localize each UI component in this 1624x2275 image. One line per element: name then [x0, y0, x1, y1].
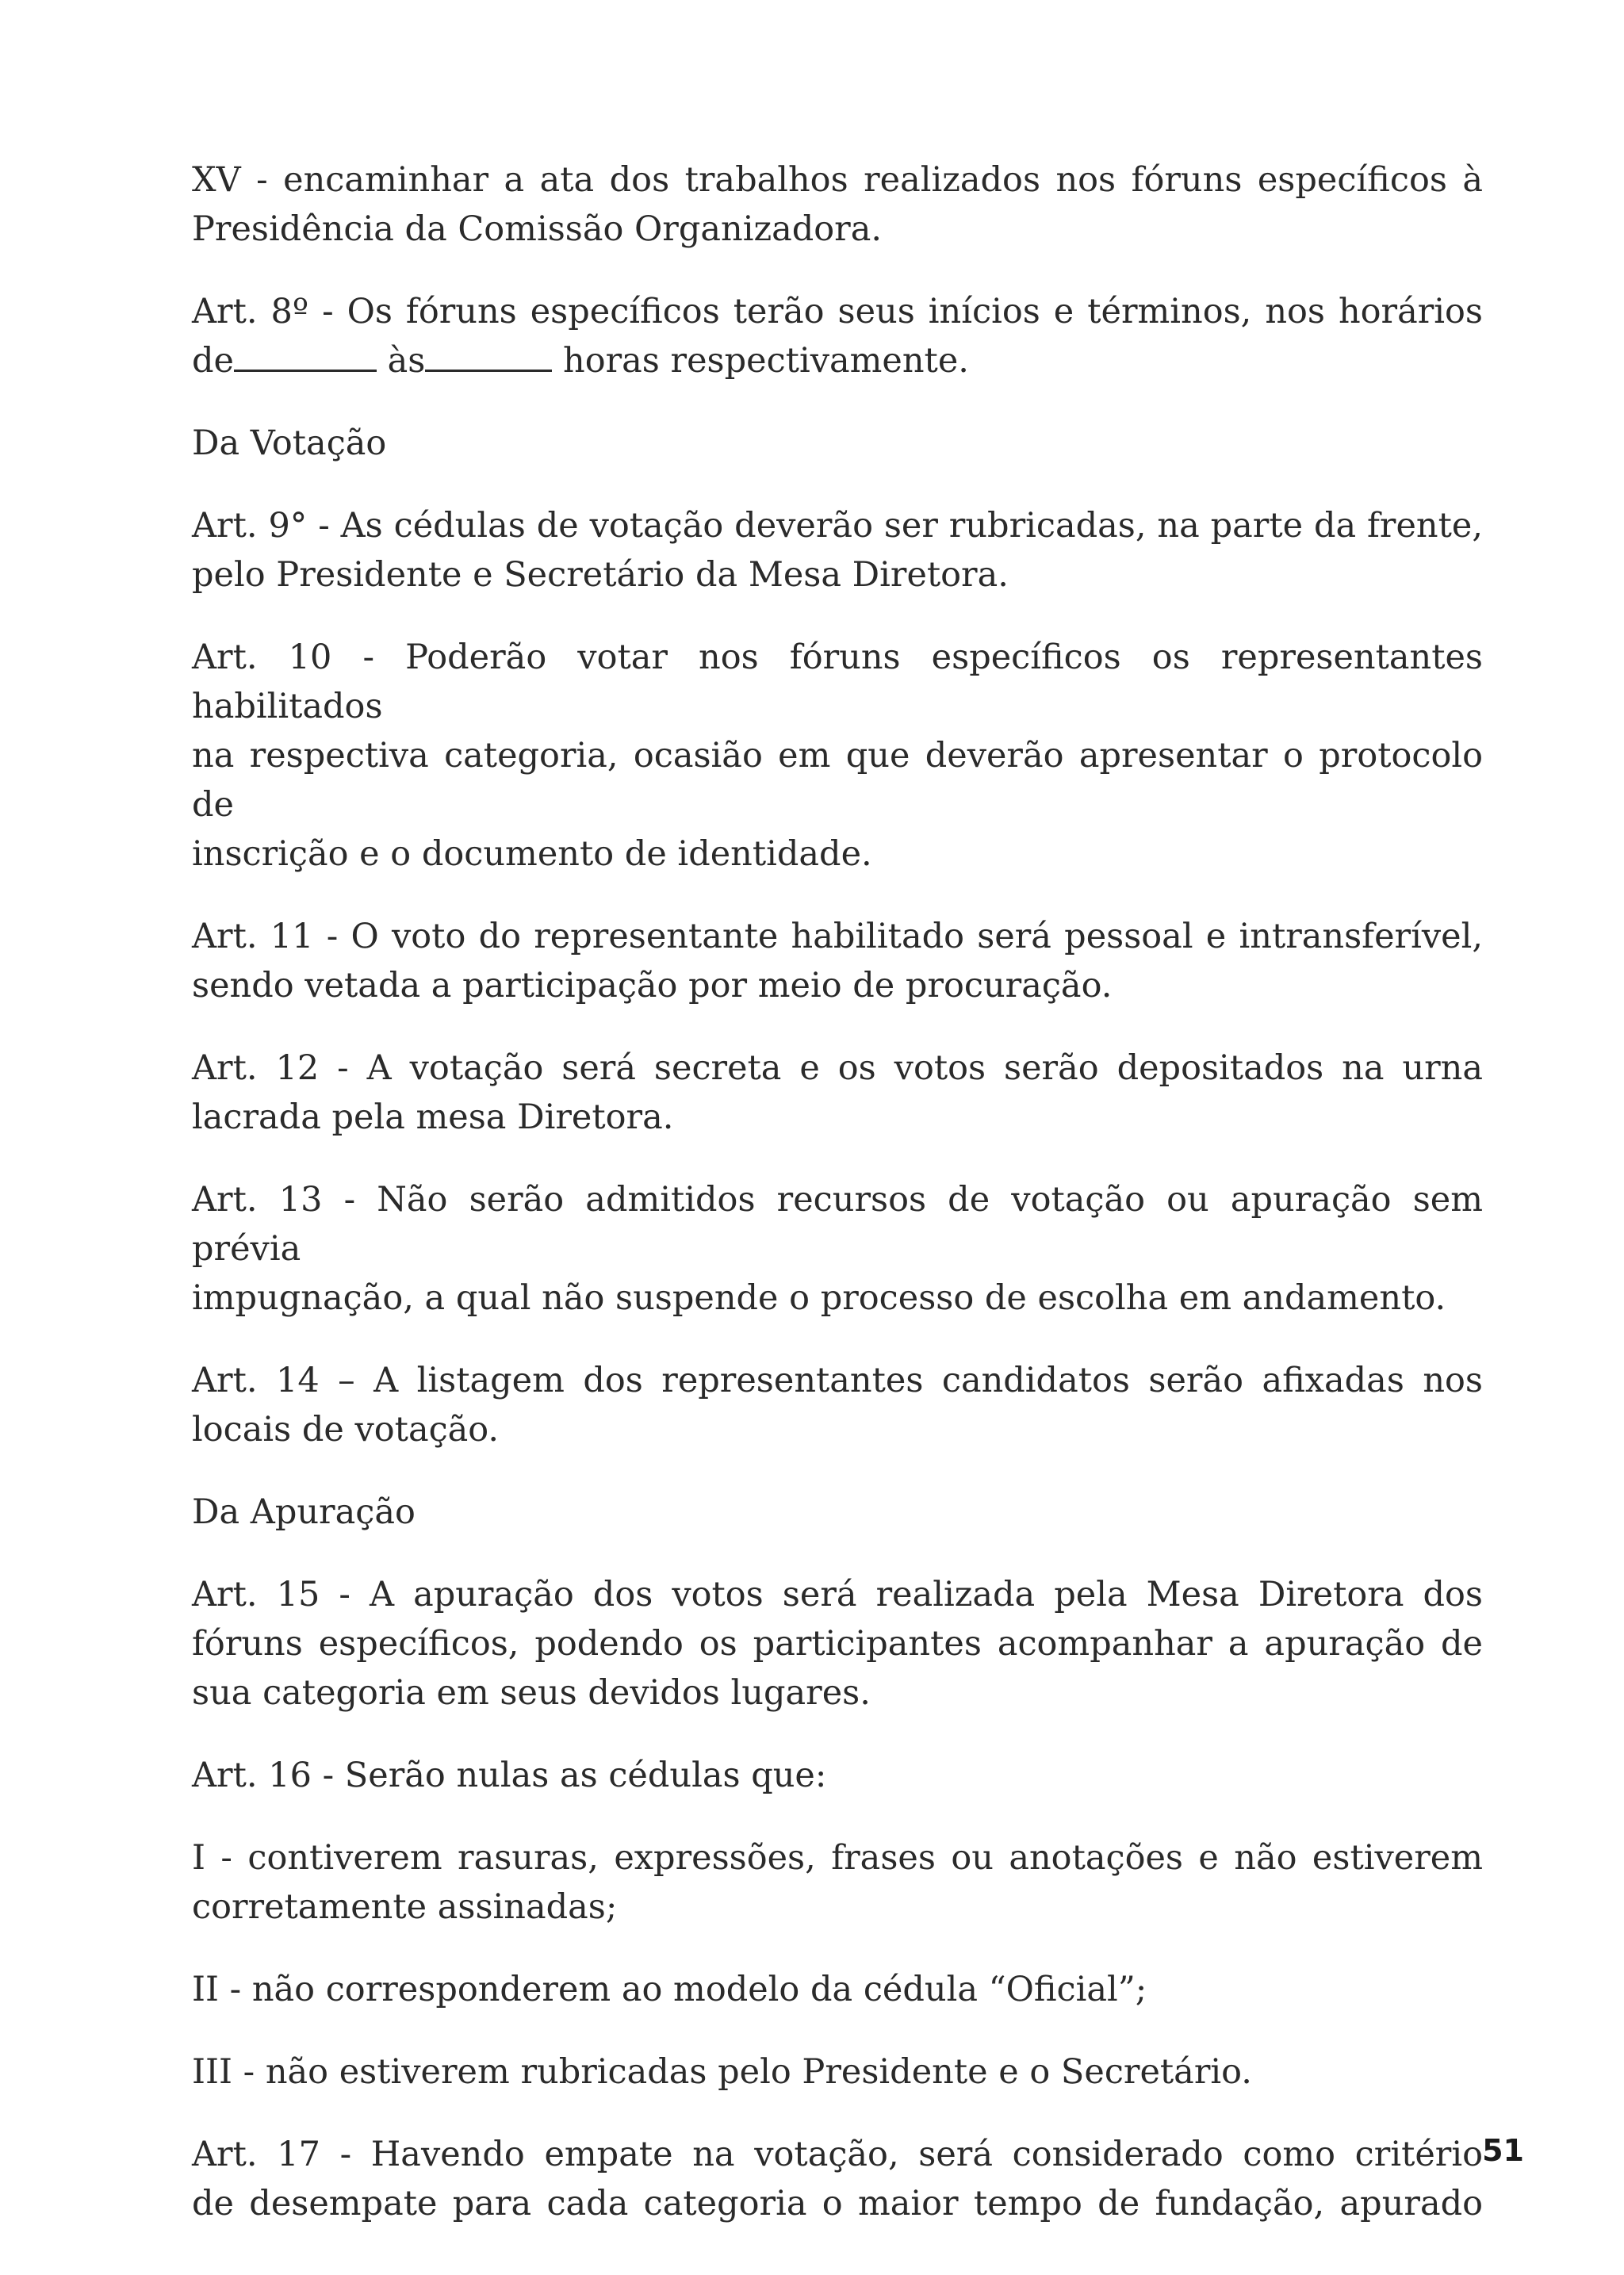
- section-heading: Da Apuração: [192, 1492, 416, 1532]
- paragraph-art-16: [192, 1751, 1483, 1800]
- paragraph-art-11: [192, 912, 1483, 1010]
- paragraph-art-12: [192, 1044, 1483, 1142]
- text-line: sua categoria em seus devidos lugares.: [192, 1673, 871, 1713]
- text-line: de desempate para cada categoria o maior tempo de fundação, apurado: [192, 2184, 1483, 2223]
- page-number: 51: [1482, 2133, 1524, 2168]
- text-line: sendo vetada a participação por meio de procuração.: [192, 966, 1113, 1005]
- paragraph-art-10: [192, 633, 1483, 879]
- text-line: Art. 16 - Serão nulas as cédulas que:: [192, 1756, 827, 1795]
- text-line: Art. 8º - Os fóruns específicos terão seus inícios e términos, nos horários: [192, 292, 1483, 331]
- text-line: locais de votação.: [192, 1410, 500, 1450]
- paragraph-item-iii: [192, 2047, 1483, 2097]
- text-line: XV - encaminhar a ata dos trabalhos realizados nos fóruns específicos à: [192, 160, 1483, 200]
- page-body: [192, 155, 1483, 2228]
- section-heading-apuracao: [192, 1488, 1483, 1537]
- text-line: lacrada pela mesa Diretora.: [192, 1097, 674, 1137]
- text-line: na respectiva categoria, ocasião em que deverão apresentar o protocolo de: [192, 736, 1483, 825]
- paragraph-art-13: [192, 1175, 1483, 1323]
- paragraph-item-ii: [192, 1965, 1483, 2014]
- paragraph-art-9: [192, 501, 1483, 599]
- text-line: II - não corresponderem ao modelo da cédula “Oficial”;: [192, 1970, 1147, 2009]
- text-fragment: às: [376, 341, 426, 381]
- text-line: I - contiverem rasuras, expressões, frases ou anotações e não estiverem: [192, 1838, 1483, 1878]
- text-line: Art. 9° - As cédulas de votação deverão ser rubricadas, na parte da frente,: [192, 506, 1483, 546]
- text-line: III - não estiverem rubricadas pelo Presidente e o Secretário.: [192, 2052, 1252, 2092]
- text-line: corretamente assinadas;: [192, 1887, 618, 1927]
- text-line-with-blanks: [192, 336, 1483, 385]
- text-line: fóruns específicos, podendo os participantes acompanhar a apuração de: [192, 1624, 1483, 1664]
- paragraph-item-i: [192, 1833, 1483, 1932]
- text-line: Art. 17 - Havendo empate na votação, será considerado como critério: [192, 2135, 1483, 2174]
- text-line: Art. 13 - Não serão admitidos recursos de votação ou apuração sem prévia: [192, 1180, 1483, 1269]
- fill-in-blank-end: [425, 341, 552, 372]
- paragraph-art-15: [192, 1570, 1483, 1718]
- text-line: Art. 15 - A apuração dos votos será realizada pela Mesa Diretora dos: [192, 1575, 1483, 1614]
- text-line: Art. 12 - A votação será secreta e os votos serão depositados na urna: [192, 1048, 1483, 1088]
- text-fragment: horas respectivamente.: [552, 341, 969, 381]
- text-line: Presidência da Comissão Organizadora.: [192, 209, 883, 249]
- text-line: pelo Presidente e Secretário da Mesa Diretora.: [192, 555, 1009, 595]
- paragraph-art-8: [192, 287, 1483, 385]
- text-line: inscrição e o documento de identidade.: [192, 834, 872, 874]
- paragraph-art-17: [192, 2130, 1483, 2228]
- section-heading: Da Votação: [192, 423, 387, 463]
- text-line: Art. 14 – A listagem dos representantes candidatos serão afixadas nos: [192, 1361, 1483, 1400]
- paragraph-art-14: [192, 1356, 1483, 1454]
- text-fragment: de: [192, 341, 234, 381]
- text-line: Art. 10 - Poderão votar nos fóruns específicos os representantes habilitados: [192, 638, 1483, 726]
- text-line: Art. 11 - O voto do representante habilitado será pessoal e intransferível,: [192, 917, 1483, 956]
- section-heading-votacao: [192, 419, 1483, 468]
- text-line: impugnação, a qual não suspende o processo de escolha em andamento.: [192, 1278, 1446, 1318]
- paragraph-item-xv: [192, 155, 1483, 254]
- fill-in-blank-start: [234, 341, 377, 372]
